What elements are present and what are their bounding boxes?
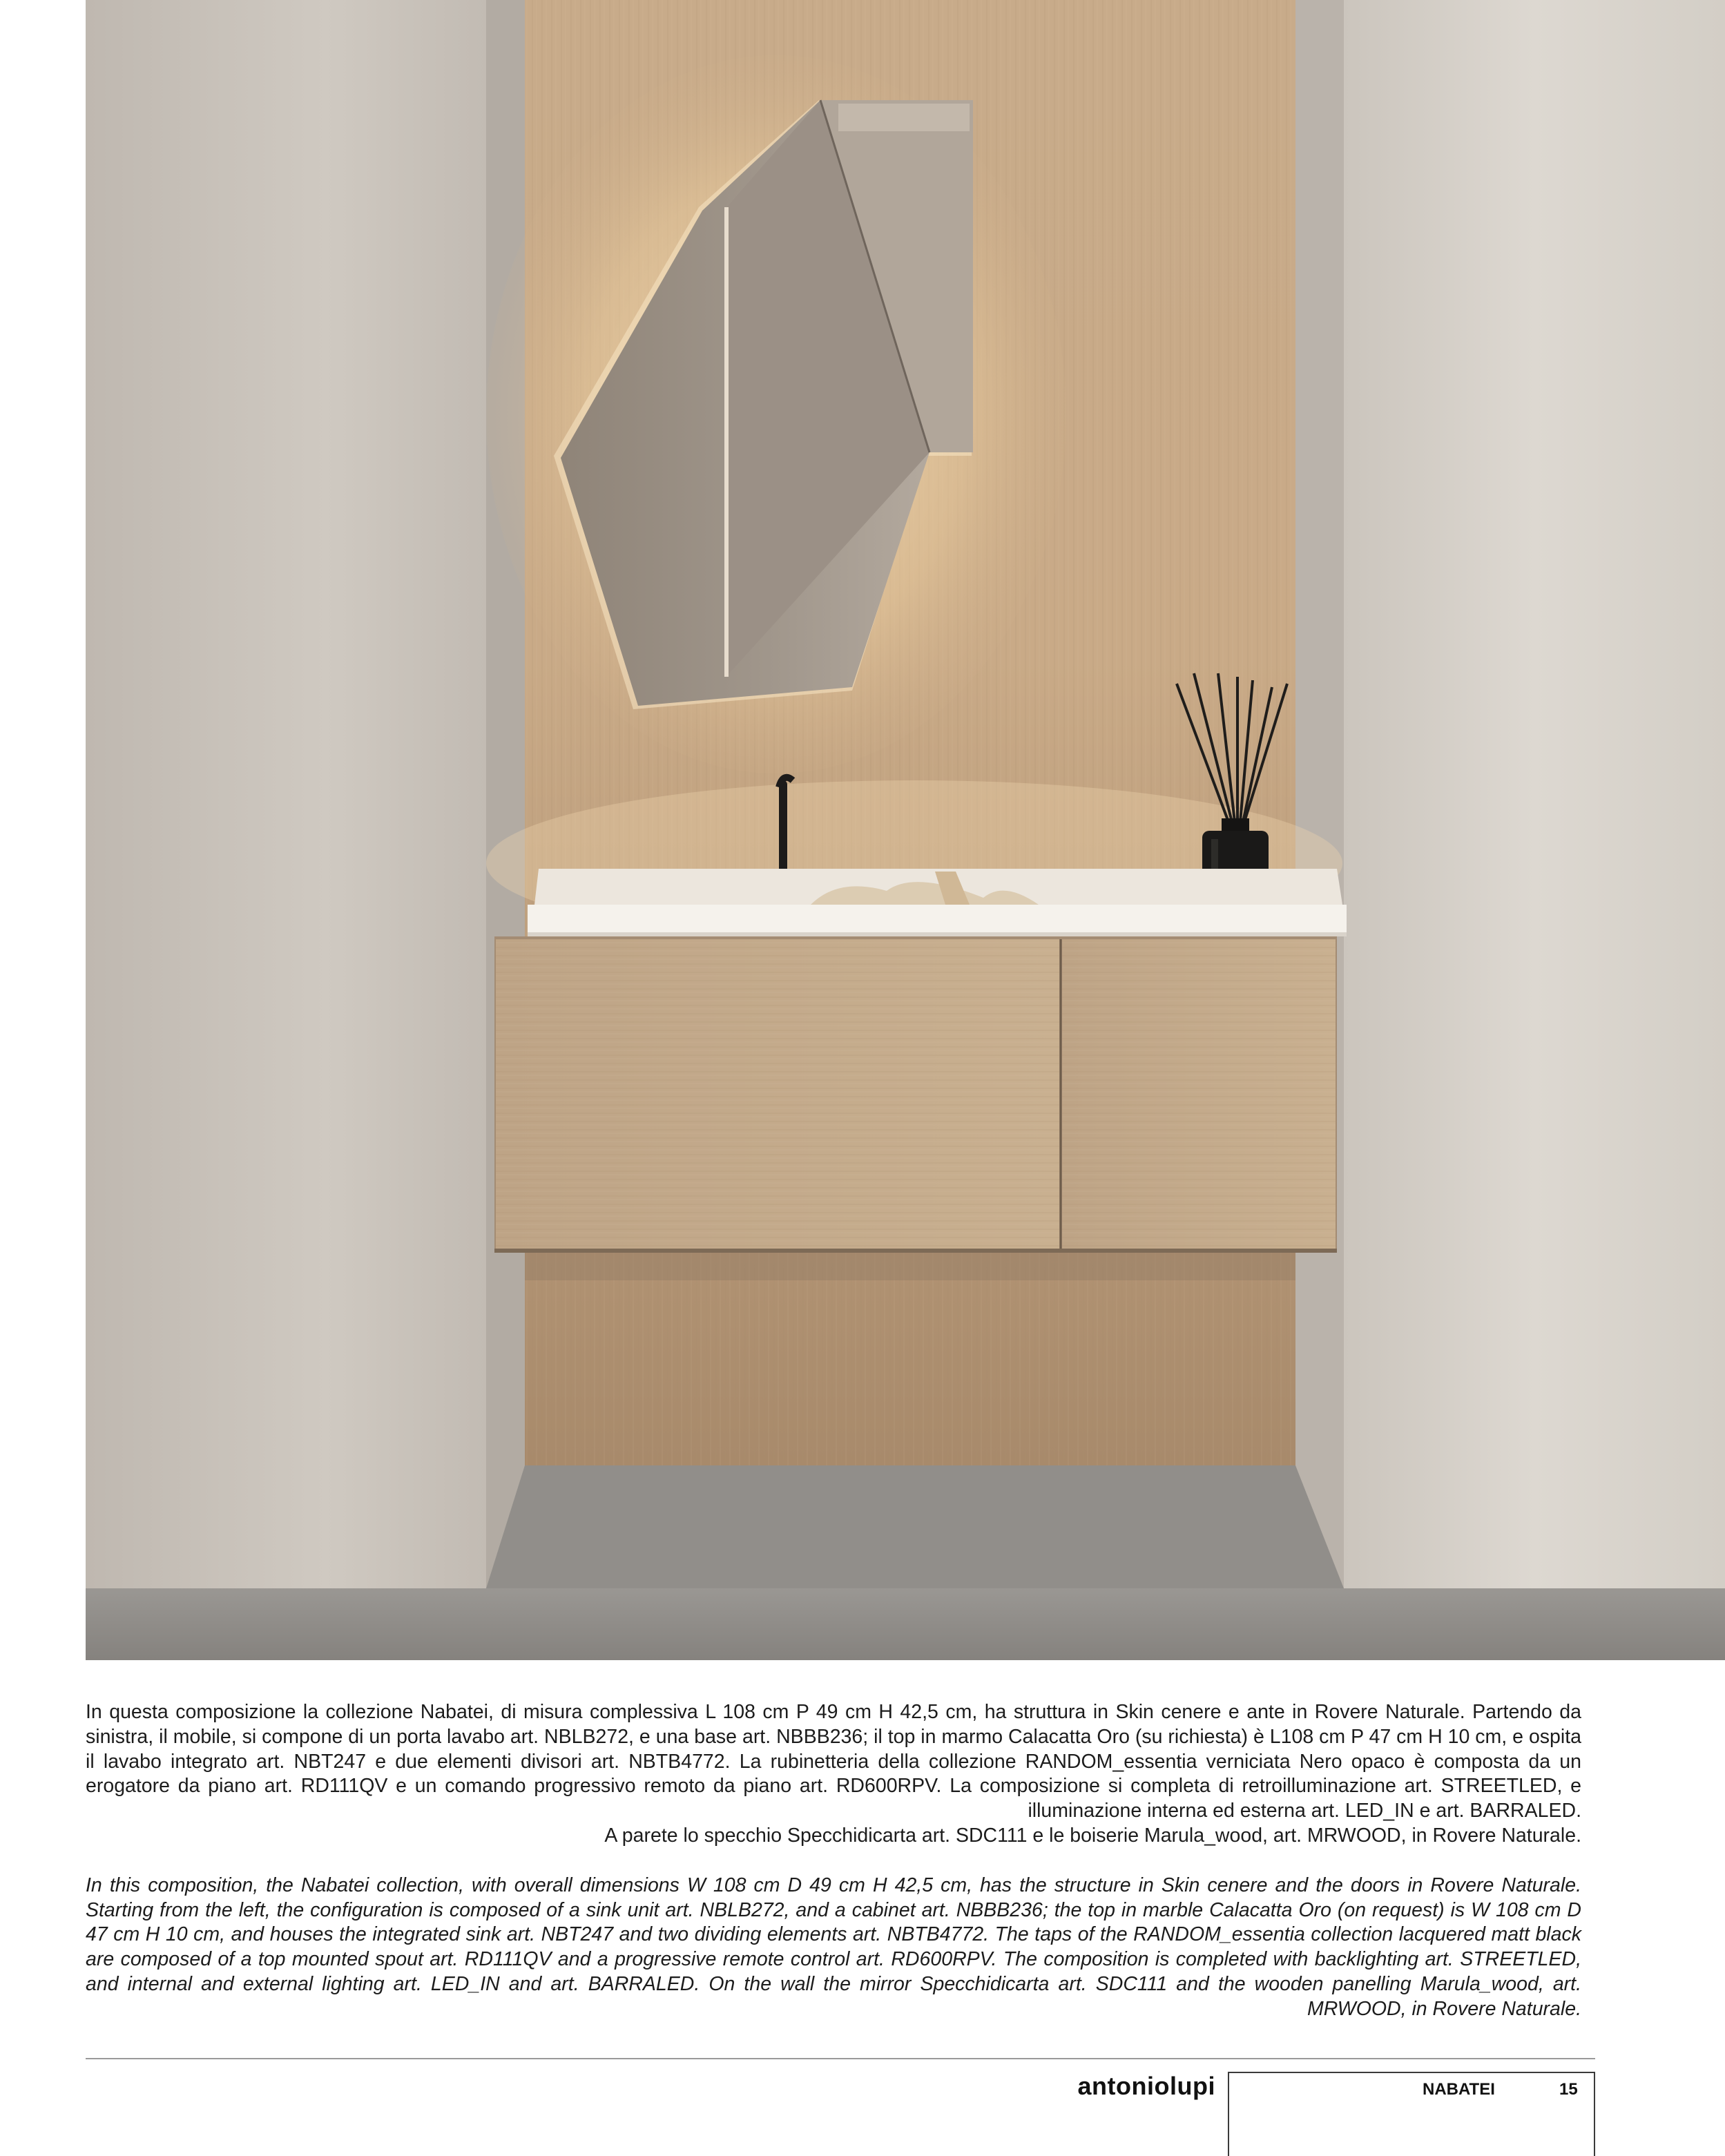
caption-italian <box>86 1700 1581 1849</box>
footer-divider <box>86 2058 1595 2059</box>
caption <box>86 1700 1581 2022</box>
section-name: NABATEI <box>1423 2080 1495 2099</box>
caption-italian-text: In questa composizione la collezione Nabatei, di misura complessiva L 108 cm P 49 cm H 42,5 cm, ha struttura in Skin cenere e ante in Rovere Naturale. Partendo da sinistra, il mobile, si compone di un porta lavabo art. NBLB272, e una base art. NBBB236; il top in marmo Calacatta Oro (su richiesta) è L108 cm P 47 cm H 10 cm, e ospita il lavabo integrato art. NBT247 e due elementi divisori art. NBTB4772. La rubinetteria della collezione RANDOM_essentia verniciata Nero opaco è composta da un erogatore da piano art. RD111QV e un comando progressivo remoto da piano art. RD600RPV. La composizione si completa di retroilluminazione art. STREETLED, e illuminazione interna ed esterna art. LED_IN e art. BARRALED. <box>86 1701 1581 1822</box>
product-photo <box>86 0 1725 1660</box>
caption-italian-wall-text: A parete lo specchio Specchidicarta art. SDC111 e le boiserie Marula_wood, art. MRWOOD, in Rovere Naturale. <box>604 1824 1581 1847</box>
brand-logo: antoniolupi <box>1077 2072 1215 2100</box>
footer-box <box>1228 2072 1595 2156</box>
bathroom-scene-illustration <box>86 0 1725 1660</box>
caption-english: In this composition, the Nabatei collection, with overall dimensions W 108 cm D 49 cm H 42,5 cm, has the structure in Skin cenere and the doors in Rovere Naturale. Starting from the left, the configuration is composed of a sink unit art. NBLB272, and a cabinet art. NBBB236; the top in marble Calacatta Oro (on request) is W 108 cm D 47 cm H 10 cm, and houses the integrated sink art. NBT247 and two dividing elements art. NBTB4772. The taps of the RANDOM_essentia collection lacquered matt black are composed of a top mounted spout art. RD111QV and a progressive remote control art. RD600RPV. The composition is completed with backlighting art. STREETLED, and internal and external lighting art. LED_IN and art. BARRALED. On the wall the mirror Specchidicarta art. SDC111 and the wooden panelling Marula_wood, art. MRWOOD, in Rovere Naturale. <box>86 1874 1581 2020</box>
page-number: 15 <box>1559 2080 1578 2099</box>
